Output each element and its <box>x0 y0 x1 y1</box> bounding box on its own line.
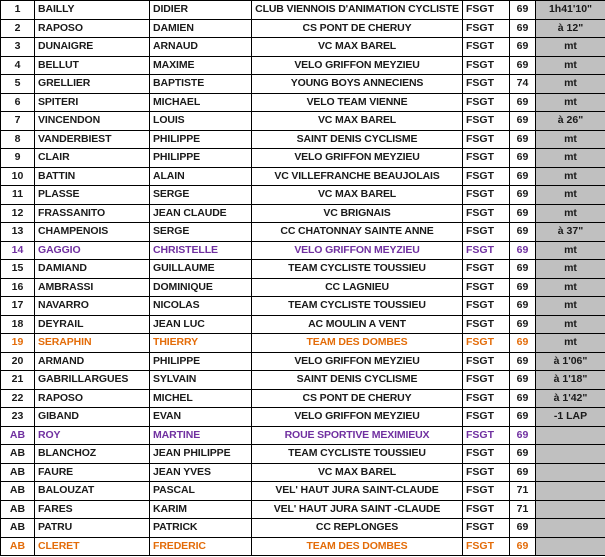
last-name-cell: AMBRASSI <box>35 278 150 297</box>
last-name-cell: CHAMPENOIS <box>35 223 150 242</box>
last-name-cell: GIBAND <box>35 408 150 427</box>
category-cell: 69 <box>510 19 536 38</box>
time-cell: mt <box>536 75 605 94</box>
table-row <box>1 315 605 334</box>
first-name-cell: EVAN <box>150 408 252 427</box>
rank-cell: 6 <box>1 93 35 112</box>
category-cell: 69 <box>510 519 536 538</box>
rank-cell: 5 <box>1 75 35 94</box>
club-cell: CC REPLONGES <box>252 519 463 538</box>
table-row <box>1 278 605 297</box>
rank-cell: 23 <box>1 408 35 427</box>
time-cell: mt <box>536 149 605 168</box>
last-name-cell: DUNAIGRE <box>35 38 150 57</box>
time-cell: mt <box>536 334 605 353</box>
rank-cell: 13 <box>1 223 35 242</box>
first-name-cell: DIDIER <box>150 1 252 20</box>
federation-cell: FSGT <box>463 56 510 75</box>
table-row <box>1 260 605 279</box>
time-cell <box>536 482 605 501</box>
club-cell: ROUE SPORTIVE MEXIMIEUX <box>252 426 463 445</box>
time-cell: mt <box>536 297 605 316</box>
rank-cell: AB <box>1 426 35 445</box>
time-cell <box>536 500 605 519</box>
club-cell: VEL' HAUT JURA SAINT-CLAUDE <box>252 482 463 501</box>
rank-cell: 15 <box>1 260 35 279</box>
federation-cell: FSGT <box>463 334 510 353</box>
first-name-cell: ARNAUD <box>150 38 252 57</box>
table-row <box>1 241 605 260</box>
first-name-cell: SERGE <box>150 186 252 205</box>
rank-cell: 12 <box>1 204 35 223</box>
last-name-cell: ROY <box>35 426 150 445</box>
table-row <box>1 223 605 242</box>
federation-cell: FSGT <box>463 445 510 464</box>
time-cell: mt <box>536 56 605 75</box>
table-row <box>1 1 605 20</box>
category-cell: 69 <box>510 223 536 242</box>
federation-cell: FSGT <box>463 204 510 223</box>
table-row <box>1 167 605 186</box>
federation-cell: FSGT <box>463 463 510 482</box>
table-row <box>1 186 605 205</box>
first-name-cell: MAXIME <box>150 56 252 75</box>
rank-cell: 17 <box>1 297 35 316</box>
federation-cell: FSGT <box>463 371 510 390</box>
club-cell: VC MAX BAREL <box>252 112 463 131</box>
last-name-cell: ARMAND <box>35 352 150 371</box>
federation-cell: FSGT <box>463 352 510 371</box>
category-cell: 69 <box>510 130 536 149</box>
last-name-cell: VANDERBIEST <box>35 130 150 149</box>
first-name-cell: MARTINE <box>150 426 252 445</box>
category-cell: 69 <box>510 445 536 464</box>
table-row <box>1 19 605 38</box>
federation-cell: FSGT <box>463 241 510 260</box>
club-cell: VELO GRIFFON MEYZIEU <box>252 241 463 260</box>
club-cell: TEAM CYCLISTE TOUSSIEU <box>252 297 463 316</box>
federation-cell: FSGT <box>463 149 510 168</box>
category-cell: 71 <box>510 500 536 519</box>
first-name-cell: BAPTISTE <box>150 75 252 94</box>
club-cell: VELO TEAM VIENNE <box>252 93 463 112</box>
time-cell: à 1'18" <box>536 371 605 390</box>
rank-cell: 22 <box>1 389 35 408</box>
table-row <box>1 130 605 149</box>
club-cell: TEAM DES DOMBES <box>252 334 463 353</box>
federation-cell: FSGT <box>463 186 510 205</box>
federation-cell: FSGT <box>463 167 510 186</box>
first-name-cell: PHILIPPE <box>150 149 252 168</box>
federation-cell: FSGT <box>463 1 510 20</box>
last-name-cell: CLERET <box>35 537 150 556</box>
last-name-cell: FAURE <box>35 463 150 482</box>
table-row <box>1 537 605 556</box>
rank-cell: 3 <box>1 38 35 57</box>
last-name-cell: BAILLY <box>35 1 150 20</box>
federation-cell: FSGT <box>463 278 510 297</box>
table-row <box>1 297 605 316</box>
time-cell: mt <box>536 186 605 205</box>
federation-cell: FSGT <box>463 315 510 334</box>
federation-cell: FSGT <box>463 500 510 519</box>
club-cell: TEAM CYCLISTE TOUSSIEU <box>252 445 463 464</box>
rank-cell: 1 <box>1 1 35 20</box>
time-cell: à 12" <box>536 19 605 38</box>
club-cell: VC BRIGNAIS <box>252 204 463 223</box>
federation-cell: FSGT <box>463 223 510 242</box>
rank-cell: 14 <box>1 241 35 260</box>
category-cell: 69 <box>510 204 536 223</box>
time-cell <box>536 426 605 445</box>
federation-cell: FSGT <box>463 389 510 408</box>
category-cell: 69 <box>510 389 536 408</box>
category-cell: 69 <box>510 186 536 205</box>
time-cell: mt <box>536 260 605 279</box>
last-name-cell: CLAIR <box>35 149 150 168</box>
rank-cell: 10 <box>1 167 35 186</box>
category-cell: 69 <box>510 334 536 353</box>
federation-cell: FSGT <box>463 297 510 316</box>
federation-cell: FSGT <box>463 482 510 501</box>
table-row <box>1 482 605 501</box>
club-cell: VC MAX BAREL <box>252 38 463 57</box>
category-cell: 69 <box>510 241 536 260</box>
table-row <box>1 463 605 482</box>
federation-cell: FSGT <box>463 519 510 538</box>
category-cell: 69 <box>510 260 536 279</box>
rank-cell: 18 <box>1 315 35 334</box>
first-name-cell: PASCAL <box>150 482 252 501</box>
rank-cell: AB <box>1 537 35 556</box>
first-name-cell: NICOLAS <box>150 297 252 316</box>
rank-cell: 9 <box>1 149 35 168</box>
time-cell <box>536 463 605 482</box>
first-name-cell: LOUIS <box>150 112 252 131</box>
category-cell: 69 <box>510 149 536 168</box>
time-cell: mt <box>536 241 605 260</box>
table-row <box>1 93 605 112</box>
time-cell: mt <box>536 204 605 223</box>
category-cell: 69 <box>510 315 536 334</box>
time-cell: à 37" <box>536 223 605 242</box>
category-cell: 69 <box>510 408 536 427</box>
rank-cell: 11 <box>1 186 35 205</box>
time-cell <box>536 519 605 538</box>
club-cell: VELO GRIFFON MEYZIEU <box>252 352 463 371</box>
table-row <box>1 149 605 168</box>
club-cell: CC LAGNIEU <box>252 278 463 297</box>
table-row <box>1 408 605 427</box>
club-cell: TEAM CYCLISTE TOUSSIEU <box>252 260 463 279</box>
first-name-cell: GUILLAUME <box>150 260 252 279</box>
club-cell: YOUNG BOYS ANNECIENS <box>252 75 463 94</box>
last-name-cell: BELLUT <box>35 56 150 75</box>
first-name-cell: JEAN LUC <box>150 315 252 334</box>
club-cell: VEL' HAUT JURA SAINT -CLAUDE <box>252 500 463 519</box>
rank-cell: AB <box>1 482 35 501</box>
last-name-cell: RAPOSO <box>35 19 150 38</box>
club-cell: CS PONT DE CHERUY <box>252 19 463 38</box>
federation-cell: FSGT <box>463 112 510 131</box>
time-cell: mt <box>536 130 605 149</box>
table-row <box>1 389 605 408</box>
category-cell: 69 <box>510 297 536 316</box>
federation-cell: FSGT <box>463 19 510 38</box>
last-name-cell: RAPOSO <box>35 389 150 408</box>
club-cell: CS PONT DE CHERUY <box>252 389 463 408</box>
last-name-cell: NAVARRO <box>35 297 150 316</box>
table-row <box>1 112 605 131</box>
rank-cell: 19 <box>1 334 35 353</box>
table-row <box>1 519 605 538</box>
results-body <box>1 1 605 556</box>
rank-cell: 21 <box>1 371 35 390</box>
federation-cell: FSGT <box>463 93 510 112</box>
time-cell: mt <box>536 93 605 112</box>
category-cell: 69 <box>510 167 536 186</box>
federation-cell: FSGT <box>463 426 510 445</box>
club-cell: SAINT DENIS CYCLISME <box>252 130 463 149</box>
table-row <box>1 426 605 445</box>
first-name-cell: PHILIPPE <box>150 352 252 371</box>
category-cell: 69 <box>510 56 536 75</box>
last-name-cell: DAMIAND <box>35 260 150 279</box>
last-name-cell: VINCENDON <box>35 112 150 131</box>
time-cell: mt <box>536 278 605 297</box>
last-name-cell: SERAPHIN <box>35 334 150 353</box>
first-name-cell: CHRISTELLE <box>150 241 252 260</box>
first-name-cell: FREDERIC <box>150 537 252 556</box>
time-cell: à 26" <box>536 112 605 131</box>
last-name-cell: PATRU <box>35 519 150 538</box>
table-row <box>1 352 605 371</box>
rank-cell: 2 <box>1 19 35 38</box>
last-name-cell: BATTIN <box>35 167 150 186</box>
time-cell: mt <box>536 167 605 186</box>
club-cell: SAINT DENIS CYCLISME <box>252 371 463 390</box>
category-cell: 69 <box>510 112 536 131</box>
category-cell: 69 <box>510 352 536 371</box>
first-name-cell: SYLVAIN <box>150 371 252 390</box>
federation-cell: FSGT <box>463 260 510 279</box>
last-name-cell: DEYRAIL <box>35 315 150 334</box>
last-name-cell: PLASSE <box>35 186 150 205</box>
category-cell: 69 <box>510 371 536 390</box>
category-cell: 69 <box>510 38 536 57</box>
federation-cell: FSGT <box>463 537 510 556</box>
rank-cell: AB <box>1 500 35 519</box>
first-name-cell: PHILIPPE <box>150 130 252 149</box>
first-name-cell: PATRICK <box>150 519 252 538</box>
club-cell: TEAM DES DOMBES <box>252 537 463 556</box>
rank-cell: 7 <box>1 112 35 131</box>
last-name-cell: BLANCHOZ <box>35 445 150 464</box>
rank-cell: 16 <box>1 278 35 297</box>
category-cell: 69 <box>510 537 536 556</box>
table-row <box>1 334 605 353</box>
time-cell: à 1'06" <box>536 352 605 371</box>
last-name-cell: FRASSANITO <box>35 204 150 223</box>
category-cell: 69 <box>510 93 536 112</box>
club-cell: CC CHATONNAY SAINTE ANNE <box>252 223 463 242</box>
last-name-cell: SPITERI <box>35 93 150 112</box>
rank-cell: AB <box>1 463 35 482</box>
table-row <box>1 75 605 94</box>
time-cell <box>536 537 605 556</box>
table-row <box>1 204 605 223</box>
table-row <box>1 500 605 519</box>
club-cell: VC MAX BAREL <box>252 463 463 482</box>
rank-cell: 8 <box>1 130 35 149</box>
first-name-cell: KARIM <box>150 500 252 519</box>
table-row <box>1 38 605 57</box>
rank-cell: 20 <box>1 352 35 371</box>
category-cell: 69 <box>510 463 536 482</box>
club-cell: VELO GRIFFON MEYZIEU <box>252 149 463 168</box>
last-name-cell: BALOUZAT <box>35 482 150 501</box>
category-cell: 71 <box>510 482 536 501</box>
first-name-cell: MICHAEL <box>150 93 252 112</box>
club-cell: VC MAX BAREL <box>252 186 463 205</box>
first-name-cell: MICHEL <box>150 389 252 408</box>
club-cell: VELO GRIFFON MEYZIEU <box>252 56 463 75</box>
federation-cell: FSGT <box>463 408 510 427</box>
federation-cell: FSGT <box>463 38 510 57</box>
time-cell: mt <box>536 315 605 334</box>
table-row <box>1 371 605 390</box>
club-cell: CLUB VIENNOIS D'ANIMATION CYCLISTE <box>252 1 463 20</box>
time-cell: 1h41'10" <box>536 1 605 20</box>
first-name-cell: JEAN PHILIPPE <box>150 445 252 464</box>
time-cell: à 1'42" <box>536 389 605 408</box>
last-name-cell: GABRILLARGUES <box>35 371 150 390</box>
category-cell: 69 <box>510 426 536 445</box>
rank-cell: AB <box>1 519 35 538</box>
first-name-cell: ALAIN <box>150 167 252 186</box>
first-name-cell: JEAN CLAUDE <box>150 204 252 223</box>
club-cell: VELO GRIFFON MEYZIEU <box>252 408 463 427</box>
last-name-cell: GAGGIO <box>35 241 150 260</box>
time-cell <box>536 445 605 464</box>
last-name-cell: FARES <box>35 500 150 519</box>
last-name-cell: GRELLIER <box>35 75 150 94</box>
table-row <box>1 56 605 75</box>
federation-cell: FSGT <box>463 130 510 149</box>
rank-cell: AB <box>1 445 35 464</box>
category-cell: 74 <box>510 75 536 94</box>
first-name-cell: DOMINIQUE <box>150 278 252 297</box>
federation-cell: FSGT <box>463 75 510 94</box>
club-cell: VC VILLEFRANCHE BEAUJOLAIS <box>252 167 463 186</box>
time-cell: -1 LAP <box>536 408 605 427</box>
category-cell: 69 <box>510 278 536 297</box>
club-cell: AC MOULIN A VENT <box>252 315 463 334</box>
first-name-cell: SERGE <box>150 223 252 242</box>
table-row <box>1 445 605 464</box>
rank-cell: 4 <box>1 56 35 75</box>
category-cell: 69 <box>510 1 536 20</box>
time-cell: mt <box>536 38 605 57</box>
first-name-cell: DAMIEN <box>150 19 252 38</box>
first-name-cell: THIERRY <box>150 334 252 353</box>
first-name-cell: JEAN YVES <box>150 463 252 482</box>
